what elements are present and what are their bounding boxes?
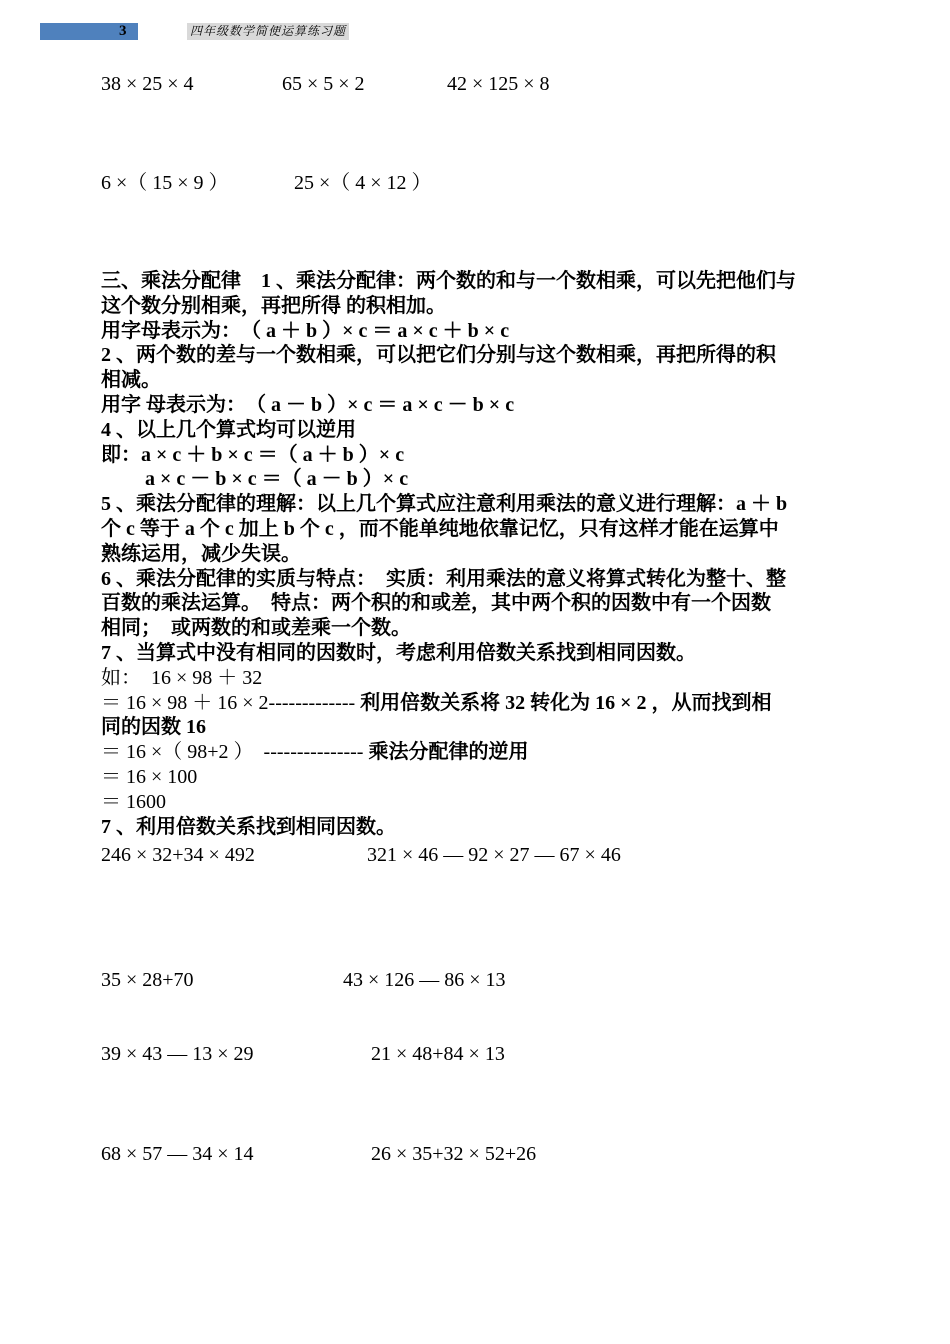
section-line: 熟练运用，减少失误。 <box>101 542 301 565</box>
exercise-6: 246 × 32+34 × 492 <box>101 844 255 866</box>
section-line: 这个数分别相乘，再把所得 的积相加。 <box>101 294 446 317</box>
example-step-1 <box>101 691 851 716</box>
exercise-5: 25 ×（ 4 × 12 ） <box>294 172 432 194</box>
section-line: 5 、乘法分配律的理解：以上几个算式应注意利用乘法的意义进行理解：a ＋ b <box>101 493 788 516</box>
formula-sum: 用字母表示为： （ a ＋ b ）× c ＝ a × c ＋ b × c <box>101 319 510 342</box>
page-header-title: 四年级数学简便运算练习题 <box>187 23 349 40</box>
example-intro: 如： 16 × 98 ＋ 32 <box>101 666 263 689</box>
exercise-1: 38 × 25 × 4 <box>101 73 194 95</box>
exercise-11: 21 × 48+84 × 13 <box>371 1043 505 1065</box>
exercise-7: 321 × 46 — 92 × 27 — 67 × 46 <box>367 844 621 866</box>
section-line: 7 、利用倍数关系找到相同因数。 <box>101 815 396 838</box>
formula-reverse-difference: a × c － b × c ＝（ a － b ）× c <box>145 468 409 491</box>
example-step-4: ＝ 1600 <box>101 790 166 813</box>
exercise-2: 65 × 5 × 2 <box>282 73 365 95</box>
section-line: 三、乘法分配律 1 、乘法分配律：两个数的和与一个数相乘，可以先把他们与 <box>101 270 796 292</box>
example-step-2-note: 乘法分配律的逆用 <box>363 741 529 764</box>
formula-difference: 用字 母表示为： （ a － b ）× c ＝ a × c － b × c <box>101 393 515 416</box>
section-line: 7 、当算式中没有相同的因数时，考虑利用倍数关系找到相同因数。 <box>101 641 696 664</box>
section-line: 相减。 <box>101 369 161 392</box>
section-distributive-law <box>101 269 851 839</box>
example-step-1-expr: ＝ 16 × 98 ＋ 16 × 2------------- <box>101 691 356 714</box>
exercise-9: 43 × 126 — 86 × 13 <box>343 969 506 991</box>
exercise-12: 68 × 57 — 34 × 14 <box>101 1143 254 1165</box>
section-line: 个 c 等于 a 个 c 加上 b 个 c ，而不能单纯地依靠记忆，只有这样才能在运算中 <box>101 517 779 540</box>
example-step-2 <box>101 740 851 765</box>
section-line: 2 、两个数的差与一个数相乘，可以把它们分别与这个数相乘，再把所得的积 <box>101 344 776 367</box>
section-line: 4 、以上几个算式均可以逆用 <box>101 418 356 441</box>
section-line: 百数的乘法运算。 特点：两个积的和或差，其中两个积的因数中有一个因数 <box>101 592 771 615</box>
section-line: 6 、乘法分配律的实质与特点： 实质：利用乘法的意义将算式转化为整十、整 <box>101 567 786 590</box>
exercise-8: 35 × 28+70 <box>101 969 194 991</box>
exercise-3: 42 × 125 × 8 <box>447 73 550 95</box>
example-step-3: ＝ 16 × 100 <box>101 765 198 788</box>
exercise-10: 39 × 43 — 13 × 29 <box>101 1043 254 1065</box>
exercise-4: 6 ×（ 15 × 9 ） <box>101 172 229 194</box>
example-step-2-expr: ＝ 16 ×（ 98+2 ） --------------- <box>101 741 364 764</box>
section-line: 相同； 或两数的和或差乘一个数。 <box>101 617 411 640</box>
formula-reverse-sum: 即：a × c ＋ b × c ＝（ a ＋ b ）× c <box>101 443 405 466</box>
page-number: 3 <box>119 23 127 39</box>
exercise-13: 26 × 35+32 × 52+26 <box>371 1143 537 1165</box>
example-step-1-note-cont: 同的因数 16 <box>101 716 206 739</box>
example-step-1-note: 利用倍数关系将 32 转化为 16 × 2 ，从而找到相 <box>355 691 772 714</box>
